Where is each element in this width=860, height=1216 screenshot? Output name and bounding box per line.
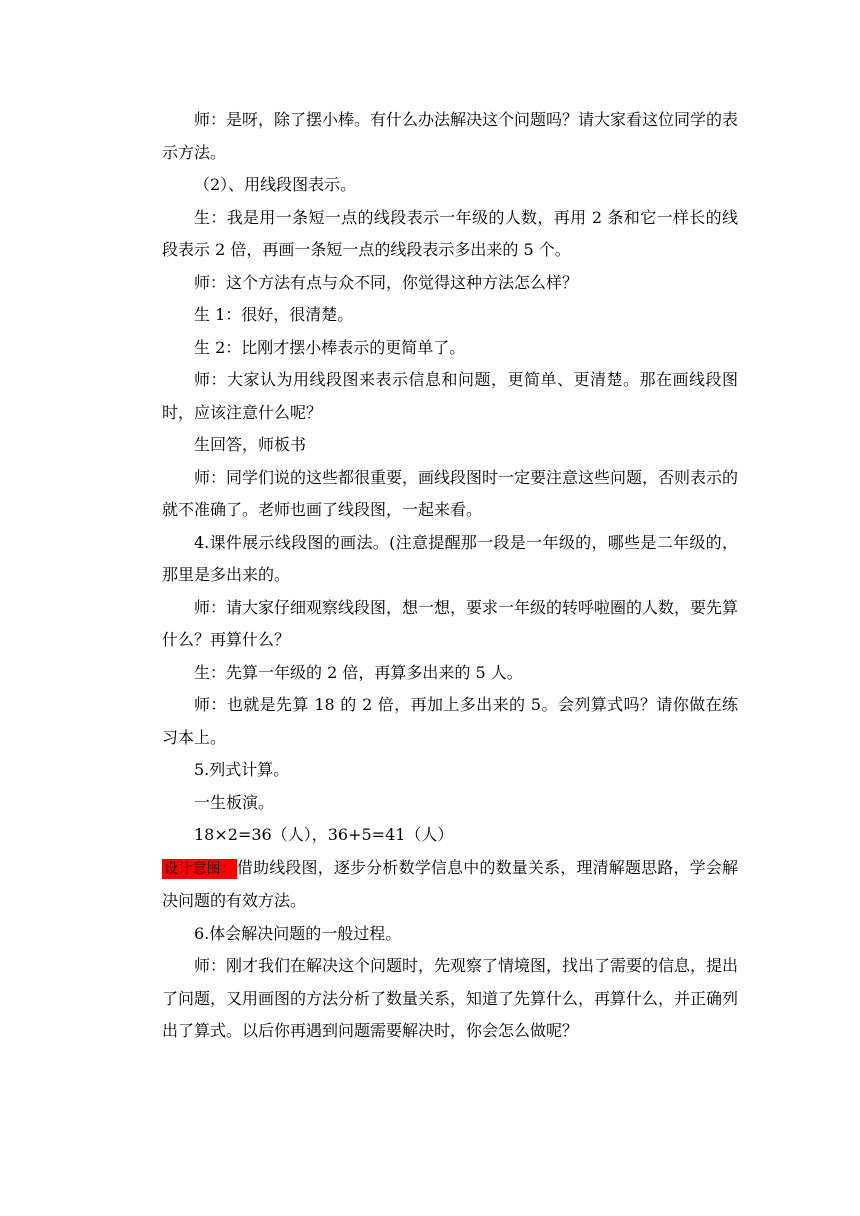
paragraph: 6.体会解决问题的一般过程。 — [194, 923, 402, 943]
paragraph: 生：我是用一条短一点的线段表示一年级的人数，再用 2 条和它一样长的线段表示 2 倍，再画一条短一点的线段表示多出来的 5 个。 — [162, 207, 738, 259]
paragraph: 生 1：很好，很清楚。 — [194, 305, 354, 324]
paragraph: 师：请大家仔细观察线段图，想一想，要求一年级的转呼啦圈的人数，要先算什么？再算什么？ — [162, 597, 739, 649]
paragraph: 一生板演。 — [194, 792, 275, 812]
paragraph: 师：同学们说的这些都很重要，画线段图时一定要注意这些问题，否则表示的就不准确了。老师也画了线段图，一起来看。 — [162, 467, 739, 519]
paragraph: 生回答，师板书 — [194, 435, 307, 454]
design-intent-label: 设计意图： — [164, 860, 235, 877]
paragraph: 生：先算一年级的 2 倍，再算多出来的 5 人。 — [194, 662, 523, 682]
paragraph: 师：也就是先算 18 的 2 倍，再加上多出来的 5。会列算式吗？请你做在练习本上。 — [162, 695, 738, 747]
document-page — [162, 104, 738, 1048]
paragraph: （2）、用线段图表示。 — [194, 175, 357, 194]
paragraph: 5.列式计算。 — [194, 760, 290, 779]
paragraph: 生 2：比刚才摆小棒表示的更简单了。 — [194, 337, 466, 357]
design-intent-paragraph — [162, 852, 738, 918]
paragraph: 师：刚才我们在解决这个问题时，先观察了情境图，找出了需要的信息，提出了问题，又用画图的方法分析了数量关系，知道了先算什么，再算什么，并正确列出了算式。以后你再遇到问题需要解决时，你会怎么做呢？ — [162, 956, 739, 1040]
paragraph: 18×2=36（人），36+5=41（人） — [194, 825, 454, 844]
paragraph: 师：大家认为用线段图来表示信息和问题，更简单、更清楚。那在画线段图时，应该注意什么呢？ — [162, 370, 738, 422]
paragraph: 师：是呀，除了摆小棒。有什么办法解决这个问题吗？请大家看这位同学的表示方法。 — [162, 110, 739, 162]
paragraph: 4.课件展示线段图的画法。(注意提醒那一段是一年级的，哪些是二年级的，那里是多出来的。 — [162, 532, 738, 584]
paragraph: 师：这个方法有点与众不同，你觉得这种方法怎么样？ — [194, 272, 579, 292]
design-intent-text: 借助线段图，逐步分析数学信息中的数量关系，理清解题思路，学会解决问题的有效方法。 — [162, 857, 738, 910]
